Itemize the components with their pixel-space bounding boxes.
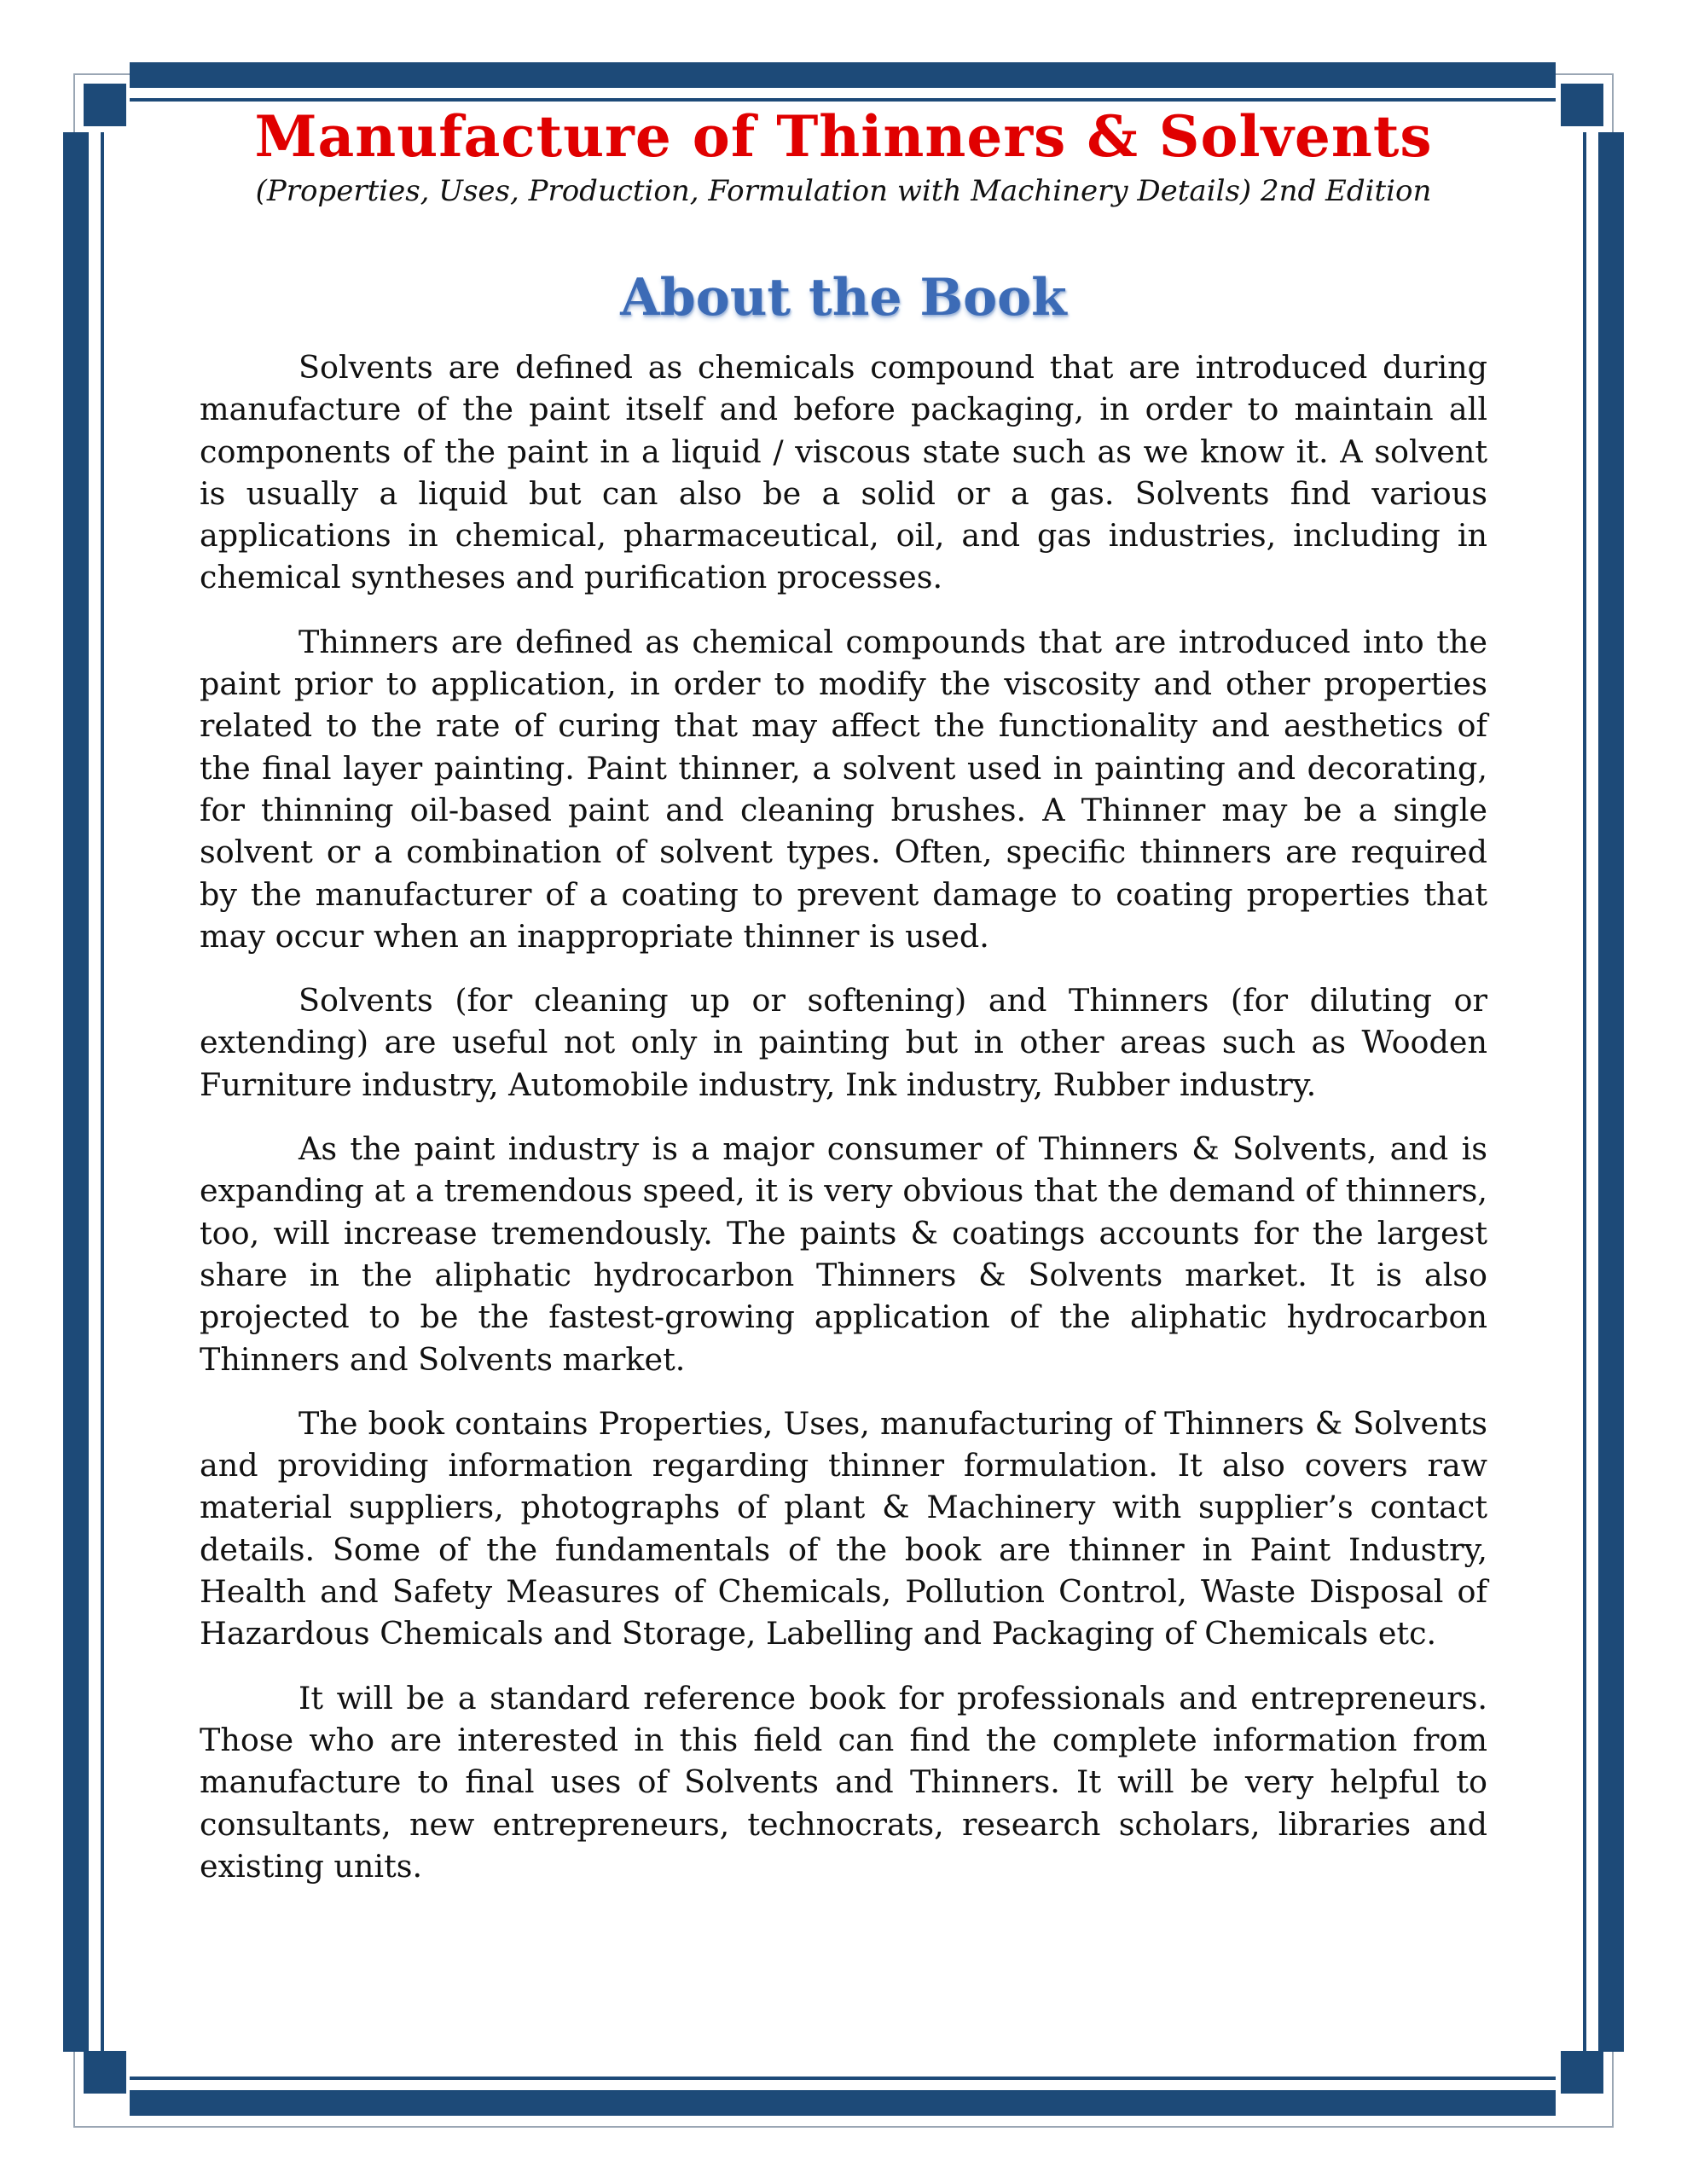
paragraph-uses: Solvents (for cleaning up or softening) and Thinners (for diluting or extending) are useful not only in painting but in other areas such as Wooden Furniture industry, Automobile industry, Ink industry, Rubber industry. [200, 982, 1487, 1103]
frame-inner-line-right [1583, 132, 1586, 2052]
frame-outer-line-bottom [73, 2126, 1614, 2128]
frame-corner-bottom-right [1561, 2051, 1603, 2094]
frame-bar-right [1598, 132, 1624, 2052]
page-content [200, 102, 1487, 1909]
frame-bar-left [63, 132, 89, 2052]
section-heading-about: About the Book [620, 268, 1067, 328]
book-subtitle: (Properties, Uses, Production, Formulation with Machinery Details) 2nd Edition [255, 174, 1432, 208]
frame-corner-bottom-left [84, 2051, 126, 2094]
frame-inner-line-left [101, 132, 104, 2052]
book-title: Manufacture of Thinners & Solvents [254, 103, 1433, 170]
frame-inner-line-top [130, 98, 1556, 102]
paragraph-audience: It will be a standard reference book for professionals and entrepreneurs. Those who are interested in this field can find the complete information from manufacture to final uses of Solvents and Thinners. It will be very helpful to consultants, new entrepreneurs, technocrats, research scholars, libraries and existing units. [200, 1679, 1487, 1885]
frame-bar-top [130, 62, 1556, 88]
paragraph-market: As the paint industry is a major consumer of Thinners & Solvents, and is expanding at a tremendous speed, it is very obvious that the demand of thinners, too, will increase tremendously. The paints & coatings accounts for the largest share in the aliphatic hydrocarbon Thinners & Solvents market. It is also projected to be the fastest-growing application of the aliphatic hydrocarbon Thinners and Solvents market. [200, 1130, 1487, 1378]
paragraph-book-contents: The book contains Properties, Uses, manufacturing of Thinners & Solvents and providing information regarding thinner formulation. It also covers raw material suppliers, photographs of plant & Machinery with supplier’s contact details. Some of the fundamentals of the book are thinner in Paint Industry, Health and Safety Measures of Chemicals, Pollution Control, Waste Disposal of Hazardous Chemicals and Storage, Labelling and Packaging of Chemicals etc. [200, 1404, 1487, 1653]
paragraph-thinners-definition: Thinners are defined as chemical compounds that are introduced into the paint prior to application, in order to modify the viscosity and other properties related to the rate of curing that may affect the functionality and aesthetics of the final layer painting. Paint thinner, a solvent used in painting and decorating, for thinning oil-based paint and cleaning brushes. A Thinner may be a single solvent or a combination of solvent types. Often, specific thinners are required by the manufacturer of a coating to prevent damage to coating properties that may occur when an inappropriate thinner is used. [200, 623, 1487, 955]
frame-bar-bottom [130, 2090, 1556, 2116]
frame-inner-line-bottom [130, 2077, 1556, 2080]
paragraph-solvents-definition: Solvents are defined as chemicals compound that are introduced during manufacture of the paint itself and before packaging, in order to maintain all components of the paint in a liquid / viscous state such as we know it. A solvent is usually a liquid but can also be a solid or a gas. Solvents find various applications in chemical, pharmaceutical, oil, and gas industries, including in chemical syntheses and purification processes. [200, 349, 1487, 596]
frame-corner-top-left [84, 84, 126, 126]
frame-corner-top-right [1561, 84, 1603, 126]
